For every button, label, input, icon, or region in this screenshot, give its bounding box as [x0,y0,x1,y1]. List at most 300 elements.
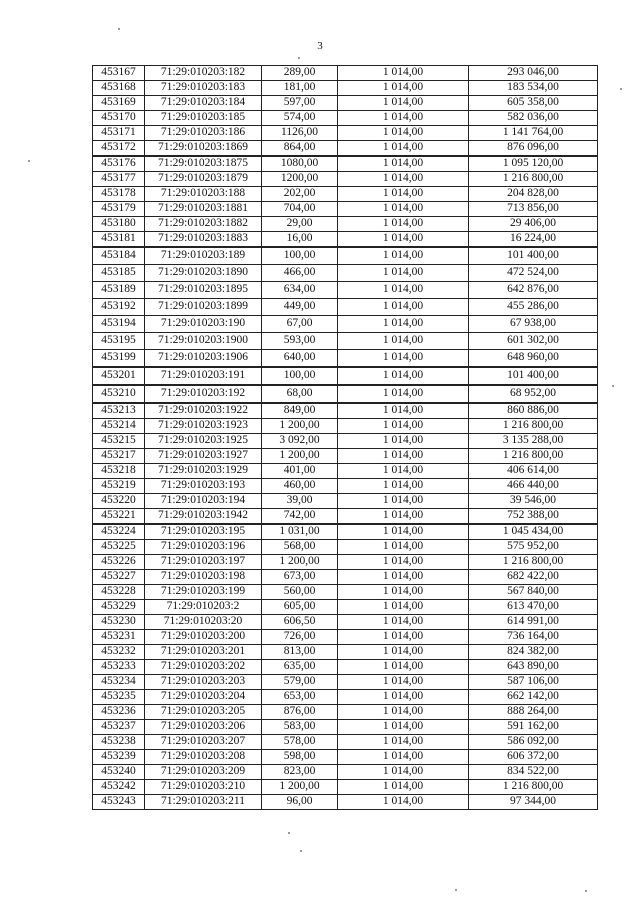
record-number-cell: 453228 [93,585,145,600]
total-cell: 860 886,00 [469,403,598,419]
area-cell: 597,00 [262,96,338,111]
rate-cell: 1 014,00 [338,141,469,157]
record-number-cell: 453227 [93,570,145,585]
record-number-cell: 453177 [93,172,145,187]
table-row [93,690,598,705]
rate-cell: 1 014,00 [338,690,469,705]
table-row [93,464,598,479]
total-cell: 1 045 434,00 [469,524,598,540]
rate-cell: 1 014,00 [338,449,469,464]
table-row [93,780,598,795]
cadastral-number-cell: 71:29:010203:1869 [145,141,262,157]
cadastral-number-cell: 71:29:010203:1906 [145,350,262,368]
cadastral-number-cell: 71:29:010203:192 [145,385,262,403]
total-cell: 406 614,00 [469,464,598,479]
total-cell: 591 162,00 [469,720,598,735]
total-cell: 16 224,00 [469,232,598,248]
area-cell: 593,00 [262,333,338,350]
area-cell: 813,00 [262,645,338,660]
cadastral-number-cell: 71:29:010203:190 [145,316,262,333]
total-cell: 586 092,00 [469,735,598,750]
total-cell: 101 400,00 [469,367,598,385]
rate-cell: 1 014,00 [338,750,469,765]
area-cell: 100,00 [262,247,338,265]
table-row [93,66,598,81]
total-cell: 567 840,00 [469,585,598,600]
cadastral-number-cell: 71:29:010203:1890 [145,265,262,282]
area-cell: 653,00 [262,690,338,705]
cadastral-number-cell: 71:29:010203:1879 [145,172,262,187]
area-cell: 1126,00 [262,126,338,141]
total-cell: 68 952,00 [469,385,598,403]
area-cell: 634,00 [262,282,338,299]
total-cell: 642 876,00 [469,282,598,299]
area-cell: 1 200,00 [262,555,338,570]
table-row [93,509,598,525]
record-number-cell: 453176 [93,156,145,172]
cadastral-number-cell: 71:29:010203:1942 [145,509,262,525]
cadastral-number-cell: 71:29:010203:211 [145,795,262,810]
cadastral-number-cell: 71:29:010203:1883 [145,232,262,248]
total-cell: 67 938,00 [469,316,598,333]
cadastral-number-cell: 71:29:010203:20 [145,615,262,630]
total-cell: 606 372,00 [469,750,598,765]
rate-cell: 1 014,00 [338,333,469,350]
cadastral-number-cell: 71:29:010203:1881 [145,202,262,217]
record-number-cell: 453236 [93,705,145,720]
record-number-cell: 453201 [93,367,145,385]
table-row [93,385,598,403]
cadastral-number-cell: 71:29:010203:208 [145,750,262,765]
record-number-cell: 453185 [93,265,145,282]
cadastral-number-cell: 71:29:010203:201 [145,645,262,660]
area-cell: 598,00 [262,750,338,765]
rate-cell: 1 014,00 [338,299,469,316]
table-row [93,645,598,660]
area-cell: 606,50 [262,615,338,630]
area-cell: 1 200,00 [262,449,338,464]
scan-speck [585,890,587,892]
area-cell: 849,00 [262,403,338,419]
area-cell: 202,00 [262,187,338,202]
record-number-cell: 453229 [93,600,145,615]
rate-cell: 1 014,00 [338,419,469,434]
record-number-cell: 453172 [93,141,145,157]
cadastral-number-cell: 71:29:010203:1927 [145,449,262,464]
total-cell: 1 216 800,00 [469,449,598,464]
table-row [93,403,598,419]
total-cell: 682 422,00 [469,570,598,585]
cadastral-number-cell: 71:29:010203:191 [145,367,262,385]
rate-cell: 1 014,00 [338,385,469,403]
area-cell: 67,00 [262,316,338,333]
table-row [93,570,598,585]
record-number-cell: 453243 [93,795,145,810]
rate-cell: 1 014,00 [338,524,469,540]
cadastral-number-cell: 71:29:010203:206 [145,720,262,735]
record-number-cell: 453180 [93,217,145,232]
rate-cell: 1 014,00 [338,570,469,585]
total-cell: 29 406,00 [469,217,598,232]
area-cell: 466,00 [262,265,338,282]
record-number-cell: 453194 [93,316,145,333]
cadastral-number-cell: 71:29:010203:1882 [145,217,262,232]
table-row [93,449,598,464]
rate-cell: 1 014,00 [338,630,469,645]
table-row [93,141,598,157]
area-cell: 1 031,00 [262,524,338,540]
area-cell: 1080,00 [262,156,338,172]
record-number-cell: 453218 [93,464,145,479]
total-cell: 888 264,00 [469,705,598,720]
rate-cell: 1 014,00 [338,247,469,265]
table-row [93,494,598,509]
cadastral-number-cell: 71:29:010203:183 [145,81,262,96]
area-cell: 876,00 [262,705,338,720]
total-cell: 824 382,00 [469,645,598,660]
record-number-cell: 453217 [93,449,145,464]
scan-speck [455,889,457,891]
record-number-cell: 453239 [93,750,145,765]
record-number-cell: 453178 [93,187,145,202]
record-number-cell: 453242 [93,780,145,795]
table-row [93,615,598,630]
table-row [93,555,598,570]
record-number-cell: 453235 [93,690,145,705]
record-number-cell: 453167 [93,66,145,81]
record-number-cell: 453181 [93,232,145,248]
scan-speck [118,28,120,30]
cadastral-number-cell: 71:29:010203:1900 [145,333,262,350]
area-cell: 560,00 [262,585,338,600]
table-row [93,524,598,540]
area-cell: 449,00 [262,299,338,316]
total-cell: 97 344,00 [469,795,598,810]
record-number-cell: 453224 [93,524,145,540]
rate-cell: 1 014,00 [338,111,469,126]
area-cell: 704,00 [262,202,338,217]
area-cell: 583,00 [262,720,338,735]
area-cell: 579,00 [262,675,338,690]
total-cell: 648 960,00 [469,350,598,368]
cadastral-number-cell: 71:29:010203:1895 [145,282,262,299]
total-cell: 1 216 800,00 [469,780,598,795]
cadastral-number-cell: 71:29:010203:209 [145,765,262,780]
record-number-cell: 453226 [93,555,145,570]
area-cell: 574,00 [262,111,338,126]
table-row [93,585,598,600]
total-cell: 834 522,00 [469,765,598,780]
cadastral-number-cell: 71:29:010203:1899 [145,299,262,316]
table-row [93,81,598,96]
record-number-cell: 453213 [93,403,145,419]
cadastral-number-cell: 71:29:010203:202 [145,660,262,675]
record-number-cell: 453169 [93,96,145,111]
record-number-cell: 453219 [93,479,145,494]
rate-cell: 1 014,00 [338,705,469,720]
cadastral-number-cell: 71:29:010203:2 [145,600,262,615]
table-row [93,720,598,735]
scan-speck [620,88,622,90]
rate-cell: 1 014,00 [338,765,469,780]
table-row [93,96,598,111]
table-row [93,705,598,720]
rate-cell: 1 014,00 [338,232,469,248]
records-table [92,65,598,810]
table-row [93,247,598,265]
table-row [93,126,598,141]
scan-speck [300,850,302,852]
rate-cell: 1 014,00 [338,403,469,419]
cadastral-number-cell: 71:29:010203:186 [145,126,262,141]
area-cell: 1 200,00 [262,419,338,434]
area-cell: 181,00 [262,81,338,96]
table-row [93,282,598,299]
area-cell: 823,00 [262,765,338,780]
total-cell: 1 095 120,00 [469,156,598,172]
record-number-cell: 453231 [93,630,145,645]
record-number-cell: 453237 [93,720,145,735]
rate-cell: 1 014,00 [338,585,469,600]
area-cell: 568,00 [262,540,338,555]
record-number-cell: 453240 [93,765,145,780]
area-cell: 96,00 [262,795,338,810]
table-row [93,367,598,385]
table-row [93,479,598,494]
total-cell: 466 440,00 [469,479,598,494]
cadastral-number-cell: 71:29:010203:1923 [145,419,262,434]
total-cell: 1 216 800,00 [469,419,598,434]
record-number-cell: 453221 [93,509,145,525]
rate-cell: 1 014,00 [338,217,469,232]
total-cell: 601 302,00 [469,333,598,350]
record-number-cell: 453195 [93,333,145,350]
total-cell: 643 890,00 [469,660,598,675]
total-cell: 614 991,00 [469,615,598,630]
rate-cell: 1 014,00 [338,66,469,81]
table-row [93,350,598,368]
rate-cell: 1 014,00 [338,350,469,368]
table-row [93,217,598,232]
total-cell: 455 286,00 [469,299,598,316]
rate-cell: 1 014,00 [338,265,469,282]
record-number-cell: 453238 [93,735,145,750]
table-row [93,750,598,765]
rate-cell: 1 014,00 [338,675,469,690]
area-cell: 726,00 [262,630,338,645]
rate-cell: 1 014,00 [338,187,469,202]
cadastral-number-cell: 71:29:010203:199 [145,585,262,600]
record-number-cell: 453210 [93,385,145,403]
table-row [93,333,598,350]
scan-speck [612,385,614,387]
total-cell: 183 534,00 [469,81,598,96]
area-cell: 742,00 [262,509,338,525]
cadastral-number-cell: 71:29:010203:194 [145,494,262,509]
rate-cell: 1 014,00 [338,81,469,96]
record-number-cell: 453199 [93,350,145,368]
rate-cell: 1 014,00 [338,720,469,735]
cadastral-number-cell: 71:29:010203:204 [145,690,262,705]
table-row [93,735,598,750]
record-number-cell: 453230 [93,615,145,630]
rate-cell: 1 014,00 [338,540,469,555]
table-row [93,419,598,434]
scan-speck [28,160,30,162]
total-cell: 752 388,00 [469,509,598,525]
rate-cell: 1 014,00 [338,96,469,111]
rate-cell: 1 014,00 [338,479,469,494]
rate-cell: 1 014,00 [338,795,469,810]
total-cell: 39 546,00 [469,494,598,509]
record-number-cell: 453215 [93,434,145,449]
rate-cell: 1 014,00 [338,172,469,187]
total-cell: 876 096,00 [469,141,598,157]
scan-speck [288,832,290,834]
area-cell: 100,00 [262,367,338,385]
table-row [93,156,598,172]
page-number: 3 [317,40,323,52]
record-number-cell: 453220 [93,494,145,509]
area-cell: 3 092,00 [262,434,338,449]
total-cell: 605 358,00 [469,96,598,111]
rate-cell: 1 014,00 [338,434,469,449]
total-cell: 575 952,00 [469,540,598,555]
rate-cell: 1 014,00 [338,660,469,675]
record-number-cell: 453225 [93,540,145,555]
area-cell: 460,00 [262,479,338,494]
table-row [93,232,598,248]
total-cell: 662 142,00 [469,690,598,705]
table-row [93,675,598,690]
total-cell: 713 856,00 [469,202,598,217]
cadastral-number-cell: 71:29:010203:182 [145,66,262,81]
table-row [93,299,598,316]
rate-cell: 1 014,00 [338,780,469,795]
total-cell: 736 164,00 [469,630,598,645]
rate-cell: 1 014,00 [338,600,469,615]
cadastral-number-cell: 71:29:010203:1875 [145,156,262,172]
record-number-cell: 453192 [93,299,145,316]
area-cell: 1 200,00 [262,780,338,795]
record-number-cell: 453179 [93,202,145,217]
record-number-cell: 453184 [93,247,145,265]
table-row [93,660,598,675]
cadastral-number-cell: 71:29:010203:205 [145,705,262,720]
cadastral-number-cell: 71:29:010203:207 [145,735,262,750]
record-number-cell: 453168 [93,81,145,96]
total-cell: 587 106,00 [469,675,598,690]
table-row [93,765,598,780]
cadastral-number-cell: 71:29:010203:188 [145,187,262,202]
total-cell: 582 036,00 [469,111,598,126]
total-cell: 101 400,00 [469,247,598,265]
area-cell: 635,00 [262,660,338,675]
area-cell: 68,00 [262,385,338,403]
cadastral-number-cell: 71:29:010203:195 [145,524,262,540]
area-cell: 29,00 [262,217,338,232]
cadastral-number-cell: 71:29:010203:196 [145,540,262,555]
table-row [93,434,598,449]
area-cell: 289,00 [262,66,338,81]
cadastral-number-cell: 71:29:010203:193 [145,479,262,494]
cadastral-number-cell: 71:29:010203:1925 [145,434,262,449]
table-row [93,187,598,202]
rate-cell: 1 014,00 [338,555,469,570]
record-number-cell: 453171 [93,126,145,141]
area-cell: 640,00 [262,350,338,368]
record-number-cell: 453234 [93,675,145,690]
table-row [93,795,598,810]
cadastral-number-cell: 71:29:010203:1922 [145,403,262,419]
cadastral-number-cell: 71:29:010203:1929 [145,464,262,479]
cadastral-number-cell: 71:29:010203:200 [145,630,262,645]
record-number-cell: 453189 [93,282,145,299]
table-row [93,111,598,126]
cadastral-number-cell: 71:29:010203:210 [145,780,262,795]
rate-cell: 1 014,00 [338,645,469,660]
cadastral-number-cell: 71:29:010203:197 [145,555,262,570]
record-number-cell: 453232 [93,645,145,660]
table-row [93,172,598,187]
area-cell: 864,00 [262,141,338,157]
records-body [93,66,598,810]
table-row [93,540,598,555]
table-row [93,600,598,615]
cadastral-number-cell: 71:29:010203:184 [145,96,262,111]
table-row [93,630,598,645]
total-cell: 293 046,00 [469,66,598,81]
table-row [93,265,598,282]
rate-cell: 1 014,00 [338,615,469,630]
record-number-cell: 453214 [93,419,145,434]
rate-cell: 1 014,00 [338,156,469,172]
rate-cell: 1 014,00 [338,735,469,750]
total-cell: 613 470,00 [469,600,598,615]
total-cell: 472 524,00 [469,265,598,282]
rate-cell: 1 014,00 [338,464,469,479]
area-cell: 1200,00 [262,172,338,187]
total-cell: 1 216 800,00 [469,172,598,187]
cadastral-number-cell: 71:29:010203:203 [145,675,262,690]
rate-cell: 1 014,00 [338,316,469,333]
area-cell: 16,00 [262,232,338,248]
rate-cell: 1 014,00 [338,282,469,299]
scan-speck [298,57,300,59]
rate-cell: 1 014,00 [338,126,469,141]
total-cell: 1 216 800,00 [469,555,598,570]
cadastral-number-cell: 71:29:010203:198 [145,570,262,585]
rate-cell: 1 014,00 [338,494,469,509]
table-row [93,202,598,217]
area-cell: 578,00 [262,735,338,750]
record-number-cell: 453170 [93,111,145,126]
rate-cell: 1 014,00 [338,202,469,217]
total-cell: 204 828,00 [469,187,598,202]
area-cell: 673,00 [262,570,338,585]
rate-cell: 1 014,00 [338,509,469,525]
area-cell: 401,00 [262,464,338,479]
total-cell: 1 141 764,00 [469,126,598,141]
area-cell: 39,00 [262,494,338,509]
rate-cell: 1 014,00 [338,367,469,385]
table-row [93,316,598,333]
record-number-cell: 453233 [93,660,145,675]
cadastral-number-cell: 71:29:010203:189 [145,247,262,265]
cadastral-number-cell: 71:29:010203:185 [145,111,262,126]
area-cell: 605,00 [262,600,338,615]
total-cell: 3 135 288,00 [469,434,598,449]
